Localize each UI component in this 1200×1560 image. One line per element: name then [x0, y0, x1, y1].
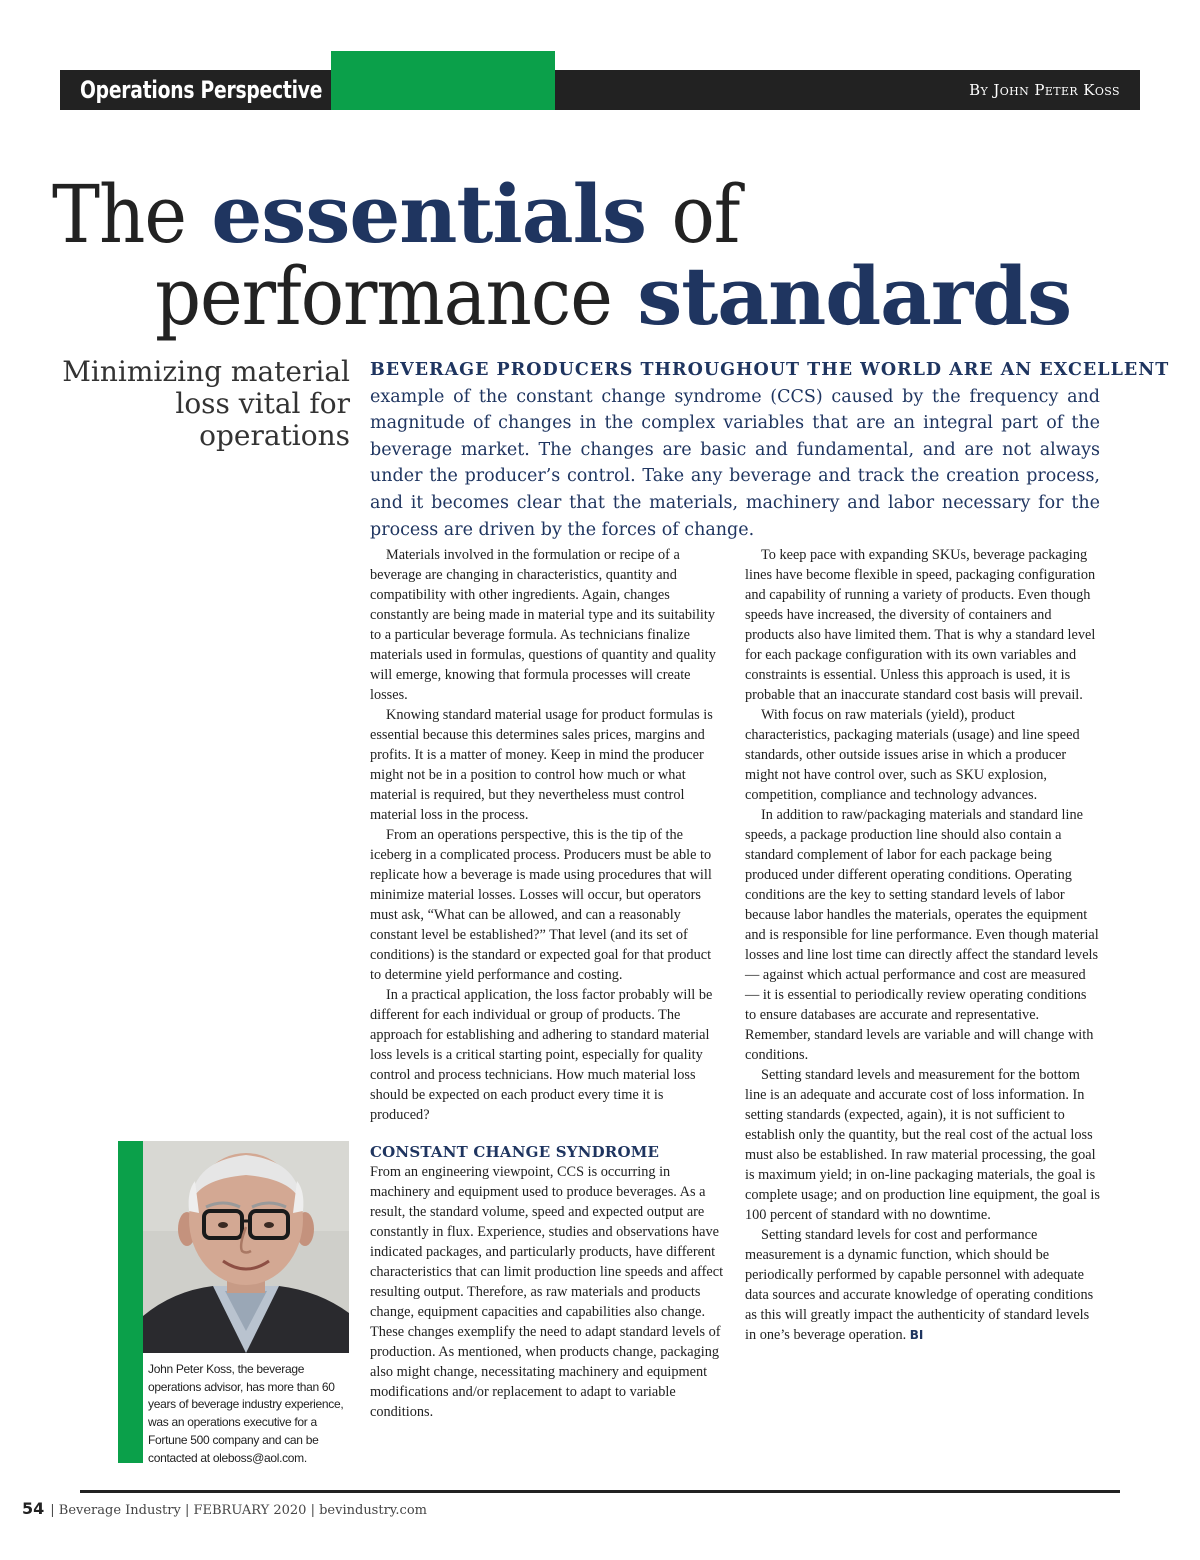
- lede-line: under the producer’s control. Take any beverage and track the creation process,: [370, 466, 1100, 487]
- headline-word-the: The: [52, 168, 186, 261]
- body-paragraph: With focus on raw materials (yield), product characteristics, packaging materials (usage) and line speed standards, other outside issues arise in which a producer might not have control over, such as SKU explosion, competition, compliance and technology advances.: [745, 707, 1080, 803]
- deck-line: loss vital for: [175, 387, 350, 420]
- footer: [22, 1499, 427, 1518]
- byline: By John Peter Koss: [969, 81, 1120, 99]
- lede-line: [370, 357, 1170, 384]
- body-paragraph-text: Setting standard levels for cost and performance measurement is a dynamic function, which should be periodically performed by capable personnel with adequate data sources and accurate knowledge of operating conditions as this will greatly impact the authenticity of standard levels in one’s beverage operation.: [745, 1227, 1094, 1343]
- author-green-bar: [118, 1141, 143, 1463]
- lede-line: example of the constant change syndrome (CCS) caused by the frequency and: [370, 386, 1100, 407]
- deck-subtitle: [60, 356, 350, 452]
- headline-line-2: [155, 250, 1071, 343]
- lede-paragraph: [370, 357, 1170, 543]
- author-photo: [143, 1141, 349, 1353]
- headline-word-essentials: essentials: [211, 167, 647, 261]
- deck-line: operations: [199, 419, 350, 452]
- page-number: 54: [22, 1499, 45, 1518]
- deck-line: Minimizing material: [62, 355, 350, 388]
- body-paragraph: From an engineering viewpoint, CCS is occurring in machinery and equipment used to produce beverages. As a result, the standard volume, speed and expected output are constantly in flux. Experience, studies and observations have indicated packages, and particularly products, have different characteristics that can limit production line speeds and affect resulting output. Therefore, as raw materials and products change, equipment capacities and capabilities also change. These changes exemplify the need to adapt standard levels of production. As mentioned, when products change, packaging also might change, necessitating machinery and equipment modifications and/or replacement to adapt to variable conditions.: [370, 1164, 724, 1420]
- body-paragraph: Materials involved in the formulation or recipe of a beverage are changing in characteristics, quantity and compatibility with other ingredients. Again, changes constantly are being made in material type and its suitability to a particular beverage formula. As technicians finalize materials used in formulas, questions of quantity and quality will emerge, knowing that formula processes will create losses.: [370, 547, 716, 703]
- body-paragraph: From an operations perspective, this is the tip of the iceberg in a complicated process. Producers must be able to replicate how a beverage is made using procedures that will minimize material losses. Losses will occur, but operators must ask, “What can be allowed, and can a reasonably constant level be established?” That level (and its set of conditions) is the standard or expected goal for that product to determine yield performance and costing.: [370, 827, 712, 983]
- footer-rule: [80, 1490, 1120, 1493]
- headline-word-standards: standards: [637, 249, 1072, 343]
- header-green-accent: [331, 51, 555, 110]
- body-paragraph-final: [745, 1225, 1100, 1345]
- body-paragraph: In addition to raw/packaging materials and standard line speeds, a package production line should also contain a standard complement of labor for each package being produced under different operating conditions. Operating conditions are the key to setting standard levels of labor because labor handles the materials, operates the equipment and is responsible for line performance. Even though material losses and line lost time can directly affect the standard levels — against which actual performance and cost are measured — it is essential to periodically review operating conditions to ensure databases are accurate and representative. Remember, standard levels are variable and will change with conditions.: [745, 807, 1099, 1063]
- body-paragraph: Knowing standard material usage for product formulas is essential because this determines sales prices, margins and profits. It is a matter of money. Keep in mind the producer might not be in a position to control how much or what material is required, but they nevertheless must control material loss in the process.: [370, 707, 713, 823]
- body-column-1: [370, 545, 725, 1422]
- lede-line: beverage market. The changes are basic and fundamental, and are not always: [370, 439, 1100, 460]
- section-label: Operations Perspective: [80, 76, 323, 104]
- author-caption: John Peter Koss, the beverage operations advisor, has more than 60 years of beverage industry experience, was an operations executive for a Fortune 500 company and can be contacted at oleboss@aol.com.: [148, 1362, 344, 1465]
- body-paragraph: To keep pace with expanding SKUs, beverage packaging lines have become flexible in speed, packaging configuration and capability of running a variety of products. Even though speeds have increased, the diversity of containers and products also have limited them. That is why a standard level for each package configuration with its own variables and constraints is essential. Unless this approach is used, it is probable that an inaccurate standard cost basis will prevail.: [745, 547, 1096, 703]
- headline-word-of: of: [671, 168, 740, 261]
- body-paragraph: In a practical application, the loss factor probably will be different for each individual or group of products. The approach for establishing and adhering to standard material loss levels is a critical starting point, especially for quality control and process technicians. How much material loss should be expected on each product every time it is produced?: [370, 987, 713, 1123]
- headline-word-performance: performance: [155, 250, 612, 343]
- lede-line: and it becomes clear that the materials, machinery and labor necessary for the: [370, 492, 1100, 513]
- lede-caps: BEVERAGE PRODUCERS THROUGHOUT THE WORLD ARE AN EXCELLENT: [370, 360, 1170, 380]
- end-mark: BI: [909, 1328, 924, 1342]
- footer-text: | Beverage Industry | FEBRUARY 2020 | bevindustry.com: [50, 1503, 427, 1518]
- body-column-2: [745, 545, 1100, 1345]
- lede-line: process are driven by the forces of change.: [370, 519, 755, 540]
- headline-line-1: [52, 168, 739, 261]
- body-paragraph: Setting standard levels and measurement for the bottom line is an adequate and accurate cost of loss information. In setting standards (expected, again), it is not sufficient to establish only the quantity, but the real cost of the actual loss must also be established. In raw material processing, the goal is maximum yield; in on-line packaging materials, the goal is complete usage; and on production line equipment, the goal is 100 percent of standard with no downtime.: [745, 1067, 1100, 1223]
- section-heading: CONSTANT CHANGE SYNDROME: [370, 1143, 660, 1161]
- lede-line: magnitude of changes in the complex variables that are an integral part of the: [370, 413, 1100, 434]
